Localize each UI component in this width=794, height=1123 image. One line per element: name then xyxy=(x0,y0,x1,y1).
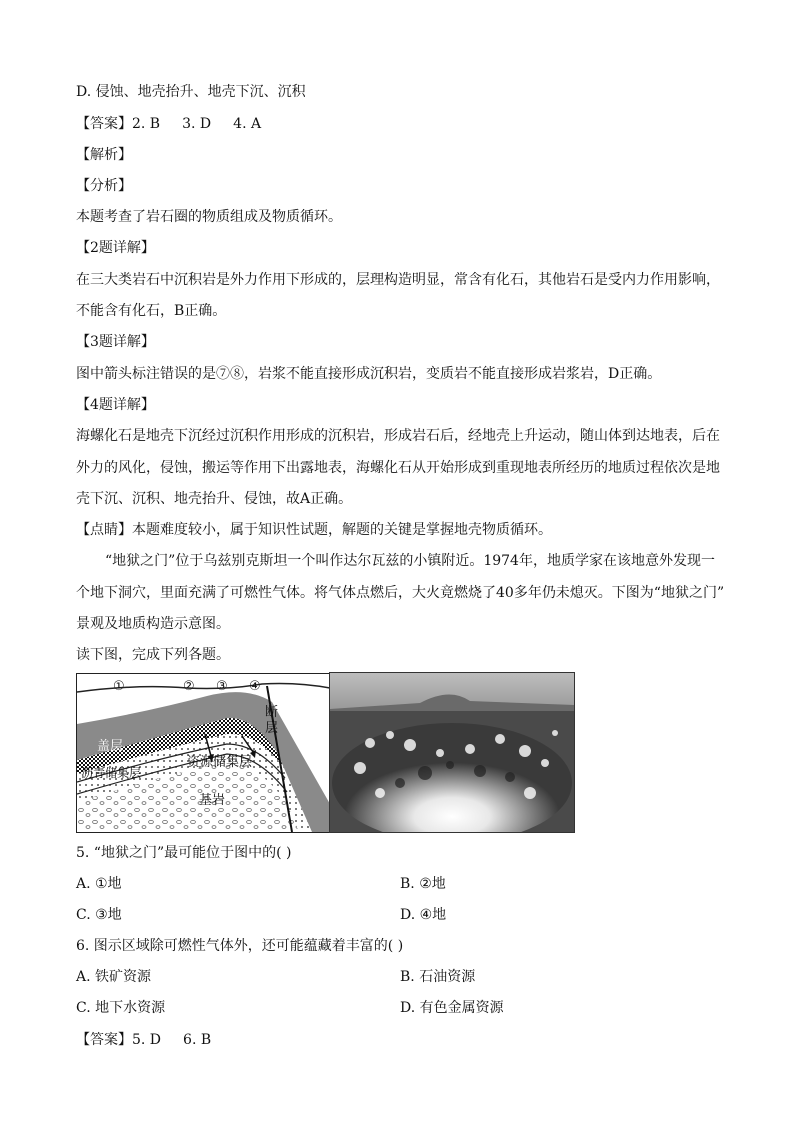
fault-label-1: 断 xyxy=(265,705,279,720)
q5-option-d: D. ④地 xyxy=(400,907,447,923)
answer-tag: 【答案】 xyxy=(76,116,132,132)
q4-option-d: D. 侵蚀、地壳抬升、地壳下沉、沉积 xyxy=(76,84,306,100)
fault-label-2: 层 xyxy=(265,721,279,736)
q5-stem: 5. “地狱之门”最可能位于图中的( ) xyxy=(76,845,292,861)
marker-1: ① xyxy=(113,679,125,694)
answer-block-1 xyxy=(76,114,726,134)
q6-stem: 6. 图示区域除可燃性气体外，还可能蕴藏着丰富的( ) xyxy=(76,938,404,954)
q4-heading: 【4题详解】 xyxy=(76,397,155,413)
q3-heading: 【3题详解】 xyxy=(76,334,155,350)
q2-heading: 【2题详解】 xyxy=(76,240,155,256)
answer-block-2 xyxy=(76,1030,726,1050)
geologic-diagram-svg xyxy=(77,674,330,832)
reservoir-label: 资源储集层 xyxy=(187,755,253,770)
read-instruction: 读下图，完成下列各题。 xyxy=(76,647,230,663)
q6-option-d: D. 有色金属资源 xyxy=(400,1000,504,1016)
jiexi-heading: 【解析】 xyxy=(76,147,132,163)
bedrock-label: 基岩 xyxy=(199,793,226,808)
marker-3: ③ xyxy=(216,679,228,694)
q4-text-3: 壳下沉、沉积、地壳抬升、侵蚀，故A正确。 xyxy=(76,491,353,507)
marker-2: ② xyxy=(183,679,195,694)
q4-text-2: 外力的风化，侵蚀，搬运等作用下出露地表，海螺化石从开始形成到重现地表所经历的地质过程依次是地 xyxy=(76,460,720,476)
answer-2: 2. B xyxy=(132,116,161,132)
asphalt-label: 沥青储集层 xyxy=(81,766,142,780)
answer-5: 5. D xyxy=(132,1032,162,1048)
geologic-structure-diagram xyxy=(76,673,331,833)
intro-text-2: 个地下洞穴，里面充满了可燃性气体。将气体点燃后，大火竟燃烧了40多年仍未熄灭。下图为“地狱之门” xyxy=(76,585,725,601)
crater-landscape-photo xyxy=(329,672,575,833)
dianjing-text: 【点睛】本题难度较小，属于知识性试题，解题的关键是掌握地壳物质循环。 xyxy=(76,522,552,538)
q2-text-1: 在三大类岩石中沉积岩是外力作用下形成的，层理构造明显，常含有化石，其他岩石是受内力作用影响， xyxy=(76,272,720,288)
fenxi-text: 本题考查了岩石圈的物质组成及物质循环。 xyxy=(76,209,342,225)
q5-option-b: B. ②地 xyxy=(400,876,446,892)
q6-option-b: B. 石油资源 xyxy=(400,969,476,985)
q5-option-a: A. ①地 xyxy=(76,876,122,892)
q3-text: 图中箭头标注错误的是⑦⑧，岩浆不能直接形成沉积岩，变质岩不能直接形成岩浆岩，D正确。 xyxy=(76,366,662,382)
intro-text-1: “地狱之门”位于乌兹别克斯坦一个叫作达尔瓦兹的小镇附近。1974年，地质学家在该地意外发现一 xyxy=(105,553,715,569)
intro-text-3: 景观及地质构造示意图。 xyxy=(76,616,230,632)
fenxi-heading: 【分析】 xyxy=(76,178,132,194)
q2-text-2: 不能含有化石，B正确。 xyxy=(76,303,227,319)
q6-option-a: A. 铁矿资源 xyxy=(76,969,152,985)
q6-option-c: C. 地下水资源 xyxy=(76,1000,166,1016)
q4-text-1: 海螺化石是地壳下沉经过沉积作用形成的沉积岩，形成岩石后，经地壳上升运动，随山体到达地表，后在 xyxy=(76,428,720,444)
q5-option-c: C. ③地 xyxy=(76,907,122,923)
marker-4: ④ xyxy=(249,679,261,694)
crater-photo-svg xyxy=(330,673,574,832)
answer-tag: 【答案】 xyxy=(76,1032,132,1048)
answer-3: 3. D xyxy=(182,116,212,132)
cap-label: 盖层 xyxy=(97,739,124,754)
answer-4: 4. A xyxy=(233,116,262,132)
answer-6: 6. B xyxy=(183,1032,212,1048)
